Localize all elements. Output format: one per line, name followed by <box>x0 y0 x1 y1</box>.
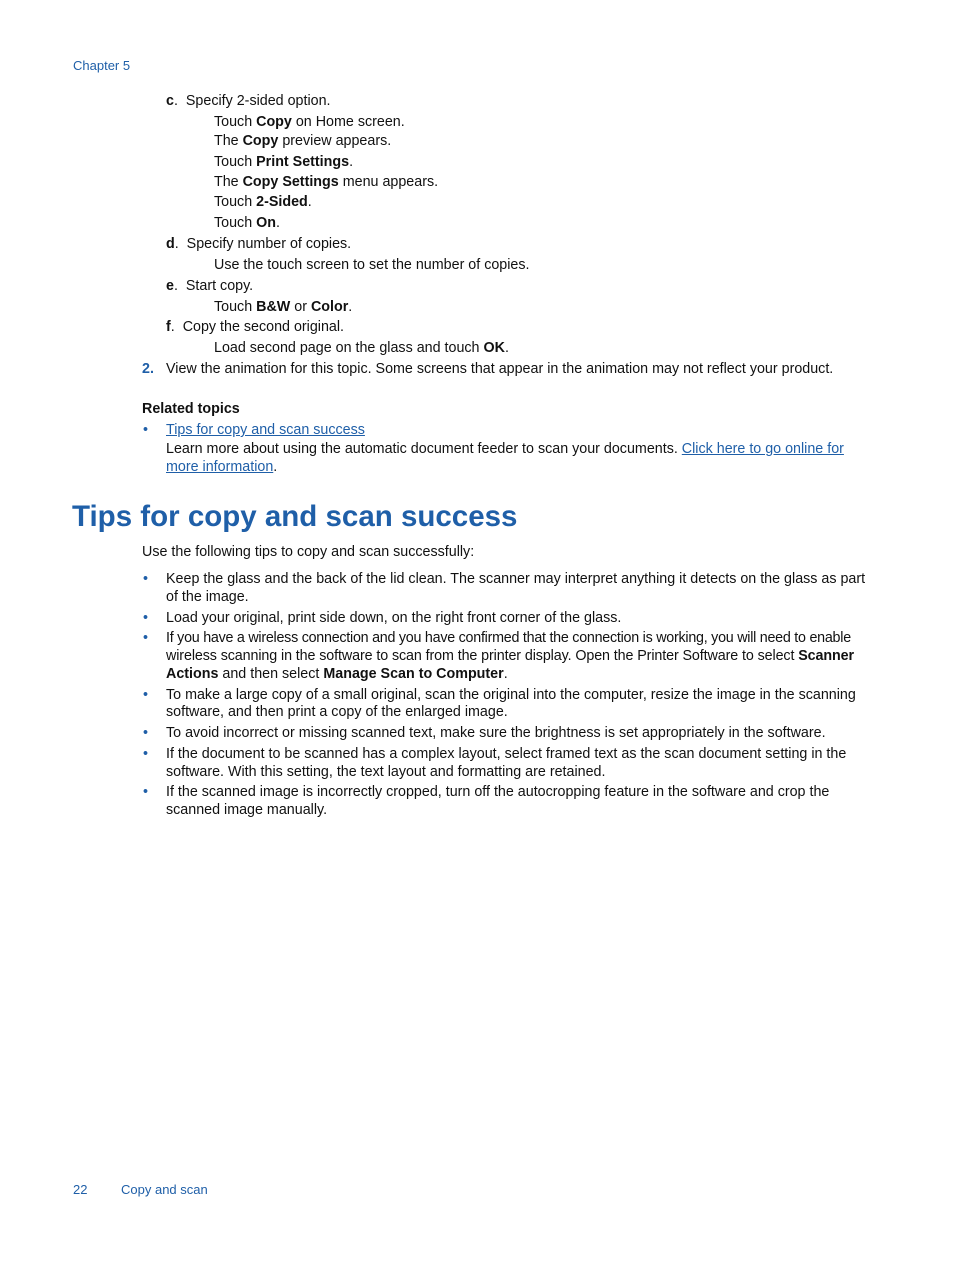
bullet-icon: • <box>143 422 149 438</box>
bullet-icon: • <box>143 571 149 587</box>
step-title: Start copy. <box>185 278 254 294</box>
tip-6-line-2: software. With this setting, the text layout and formatting are retained. <box>166 764 606 780</box>
step-e-line-1: Touch B&W or Color. <box>214 299 353 315</box>
bullet-icon: • <box>143 630 149 646</box>
bullet-icon: • <box>143 610 149 626</box>
bullet-icon: • <box>143 746 149 762</box>
bullet-icon: • <box>143 687 149 703</box>
tip-6-line-1: If the document to be scanned has a complex layout, select framed text as the scan document setting in the <box>166 746 847 762</box>
related-description-cont: more information. <box>166 459 278 475</box>
tip-4-line-2: software, and then print a copy of the enlarged image. <box>166 704 508 720</box>
step-c-line-6: Touch On. <box>214 215 280 231</box>
section-title: Tips for copy and scan success <box>72 500 518 533</box>
step-f: f. Copy the second original. <box>166 319 345 335</box>
step-title: Specify number of copies. <box>186 236 352 252</box>
step-number: 2. <box>142 361 154 377</box>
step-title: Copy the second original. <box>182 319 345 335</box>
online-info-link[interactable]: Click here to go online for <box>681 441 844 457</box>
step-c-line-3: Touch Print Settings. <box>214 154 354 170</box>
section-intro: Use the following tips to copy and scan successfully: <box>142 544 475 560</box>
step-title: Specify 2-sided option. <box>185 93 331 109</box>
tip-7-line-2: scanned image manually. <box>166 802 328 818</box>
step-c-line-5: Touch 2-Sided. <box>214 194 312 210</box>
step-letter: f <box>166 319 171 335</box>
tip-7-line-1: If the scanned image is incorrectly cropped, turn off the autocropping feature in the software and crop the <box>166 784 830 800</box>
bullet-icon: • <box>143 725 149 741</box>
step-d: d. Specify number of copies. <box>166 236 352 252</box>
tip-3-line-1: If you have a wireless connection and you have confirmed that the connection is working, you will need to enable <box>166 630 851 646</box>
tip-2: Load your original, print side down, on the right front corner of the glass. <box>166 610 622 626</box>
related-tips-link[interactable]: Tips for copy and scan success <box>166 422 365 438</box>
step-c-line-2: The Copy preview appears. <box>214 133 392 149</box>
step-letter: d <box>166 236 175 252</box>
step-f-line-1: Load second page on the glass and touch OK. <box>214 340 509 356</box>
chapter-header: Chapter 5 <box>73 58 131 73</box>
step-letter: c <box>166 93 174 109</box>
step-e: e. Start copy. <box>166 278 254 294</box>
tip-1-line-2: of the image. <box>166 589 249 605</box>
tip-5: To avoid incorrect or missing scanned text, make sure the brightness is set appropriately in the software. <box>166 725 826 741</box>
online-info-link-cont[interactable]: more information <box>166 459 274 475</box>
page-number: 22 <box>73 1182 88 1197</box>
tip-4-line-1: To make a large copy of a small original, scan the original into the computer, resize the image in the scanning <box>166 687 856 703</box>
step-2-text: View the animation for this topic. Some screens that appear in the animation may not reflect your product. <box>166 361 834 377</box>
step-d-line-1: Use the touch screen to set the number of copies. <box>214 257 530 273</box>
step-c: c. Specify 2-sided option. <box>166 93 331 109</box>
step-c-line-4: The Copy Settings menu appears. <box>214 174 439 190</box>
step-c-line-1: Touch Copy on Home screen. <box>214 114 405 130</box>
tip-1-line-1: Keep the glass and the back of the lid clean. The scanner may interpret anything it detects on the glass as part <box>166 571 866 587</box>
tip-3-line-3: Actions and then select Manage Scan to Computer. <box>166 666 508 682</box>
related-topics-heading: Related topics <box>142 401 240 417</box>
step-letter: e <box>166 278 174 294</box>
related-description: Learn more about using the automatic document feeder to scan your documents. Click here to go online for <box>166 441 844 457</box>
tip-3-line-2: wireless scanning in the software to scan from the printer display. Open the Printer Software to select Scanner <box>166 648 854 664</box>
bullet-icon: • <box>143 784 149 800</box>
footer-section: Copy and scan <box>121 1182 208 1197</box>
